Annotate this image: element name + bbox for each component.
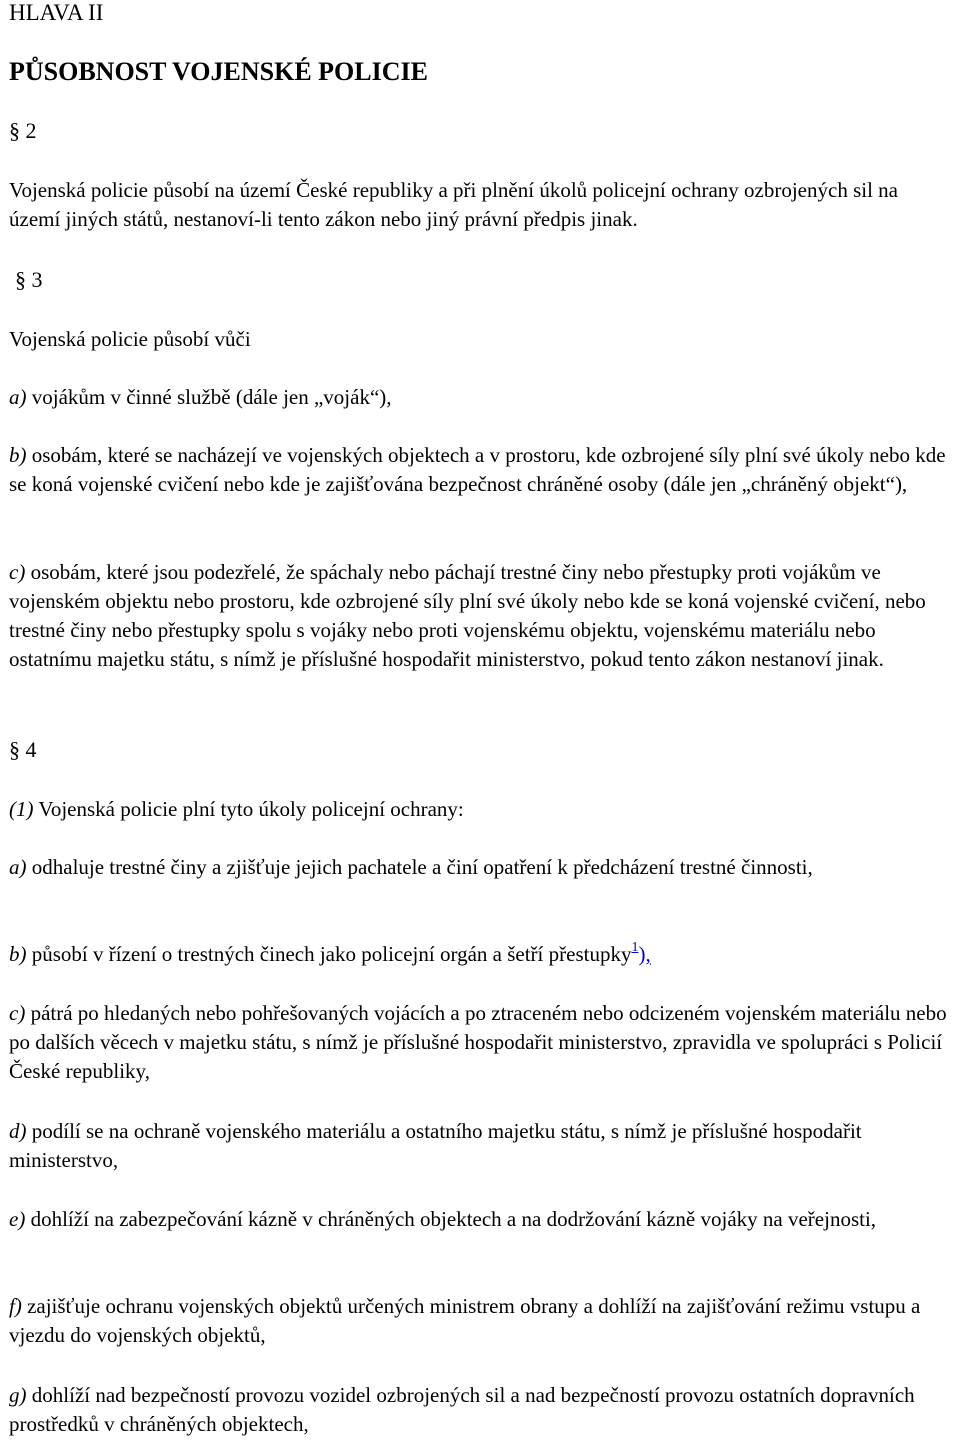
section-4-heading: § 4 bbox=[9, 737, 37, 762]
item-label: b) bbox=[9, 942, 27, 966]
item-text: zajišťuje ochranu vojenských objektů určených ministrem obrany a dohlíží na zajišťování režimu vstupu a vjezdu do vojenských objektů, bbox=[9, 1294, 921, 1347]
item-label: e) bbox=[9, 1207, 26, 1231]
item-text: odhaluje trestné činy a zjišťuje jejich pachatele a činí opatření k předcházení trestné činnosti, bbox=[26, 855, 813, 879]
chapter-title: PŮSOBNOST VOJENSKÉ POLICIE bbox=[9, 57, 428, 86]
item-label: a) bbox=[9, 855, 27, 879]
section-4-item-g bbox=[9, 1381, 954, 1439]
section-2-heading: § 2 bbox=[9, 118, 37, 143]
section-4-item-c bbox=[9, 999, 954, 1086]
section-4-item-e bbox=[9, 1205, 954, 1234]
item-text: osobám, které se nacházejí ve vojenských objektech a v prostoru, kde ozbrojené síly plní své úkoly nebo kde se koná vojenské cvičení nebo kde je zajišťována bezpečnost chráněné osoby (dále jen „chráněný objekt“), bbox=[9, 443, 946, 496]
section-3-item-c bbox=[9, 558, 954, 674]
item-text: působí v řízení o trestných činech jako policejní orgán a šetří přestupky bbox=[26, 942, 632, 966]
section-4-item-f bbox=[9, 1292, 954, 1350]
item-text: osobám, které jsou podezřelé, že spáchaly nebo páchají trestné činy nebo přestupky proti vojákům ve vojenském objektu nebo prostoru, kde ozbrojené síly plní své úkoly nebo kde se koná vojenské cvičení, nebo trestné činy nebo přestupky spolu s vojáky nebo proti vojenskému objektu, vojenskému materiálu nebo ostatnímu majetku státu, s nímž je příslušné hospodařit ministerstvo, pokud tento zákon nestanoví jinak. bbox=[9, 560, 926, 671]
item-label: d) bbox=[9, 1119, 27, 1143]
item-text: podílí se na ochraně vojenského materiálu a ostatního majetku státu, s nímž je příslušné hospodařit ministerstvo, bbox=[9, 1119, 862, 1172]
item-label: f) bbox=[9, 1294, 22, 1318]
item-text: dohlíží nad bezpečností provozu vozidel ozbrojených sil a nad bezpečností provozu ostatních dopravních prostředků v chráněných objektech, bbox=[9, 1383, 915, 1436]
item-text: pátrá po hledaných nebo pohřešovaných vojácích a po ztraceném nebo odcizeném vojenském materiálu nebo po dalších věcech v majetku státu, s nímž je příslušné hospodařit ministerstvo, zpravidla ve spolupráci s Policií České republiky, bbox=[9, 1001, 947, 1083]
section-2-text: Vojenská policie působí na území České republiky a při plnění úkolů policejní ochrany ozbrojených sil na území jiných států, nestanoví-li tento zákon nebo jiný právní předpis jinak. bbox=[9, 178, 898, 231]
footnote-link[interactable]: 1 bbox=[631, 940, 639, 955]
item-text: Vojenská policie plní tyto úkoly policejní ochrany: bbox=[33, 797, 464, 821]
chapter-heading: HLAVA II bbox=[9, 0, 104, 25]
item-text: vojákům v činné službě (dále jen „voják“), bbox=[26, 385, 392, 409]
item-label: b) bbox=[9, 443, 27, 467]
item-text: dohlíží na zabezpečování kázně v chráněných objektech a na dodržování kázně vojáky na veřejnosti, bbox=[25, 1207, 877, 1231]
section-3-intro: Vojenská policie působí vůči bbox=[9, 327, 251, 351]
section-4-intro bbox=[9, 795, 954, 824]
item-label: a) bbox=[9, 385, 27, 409]
footnote-link-suffix[interactable]: ), bbox=[638, 942, 651, 966]
item-label: g) bbox=[9, 1383, 27, 1407]
section-4-item-b bbox=[9, 940, 954, 969]
item-label: c) bbox=[9, 1001, 26, 1025]
item-label: (1) bbox=[9, 797, 34, 821]
section-4-item-a bbox=[9, 853, 954, 882]
section-3-item-b bbox=[9, 441, 954, 499]
section-3-heading: § 3 bbox=[15, 267, 43, 292]
item-label: c) bbox=[9, 560, 26, 584]
section-3-item-a bbox=[9, 383, 954, 412]
section-4-item-d bbox=[9, 1117, 954, 1175]
